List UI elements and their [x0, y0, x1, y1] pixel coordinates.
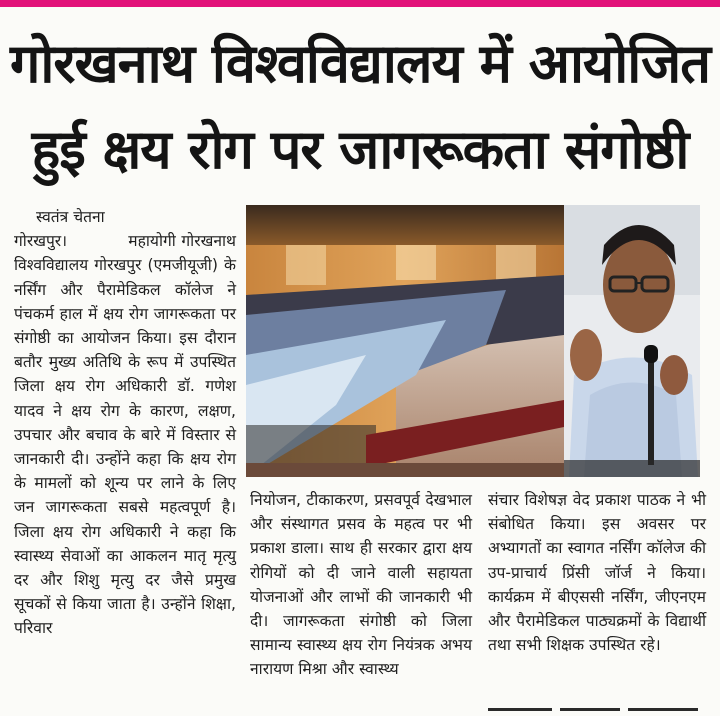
speaker-image	[564, 205, 700, 477]
headline-line-2: हुई क्षय रोग पर जागरूकता संगोष्ठी	[31, 118, 689, 181]
headline-line-1: गोरखनाथ विश्वविद्यालय में आयोजित	[9, 32, 711, 95]
page-cut-rule	[628, 708, 698, 711]
speaker-photo	[564, 205, 700, 477]
article-column-3	[488, 488, 706, 657]
page-cut-rule	[560, 708, 620, 711]
page-cut-rule	[488, 708, 552, 711]
auditorium-image	[246, 205, 564, 477]
article-column-1	[14, 205, 236, 641]
column-1-body: महायोगी गोरखनाथ विश्वविद्यालय गोरखपुर (एमजीयूजी) के नर्सिंग और पैरामेडिकल कॉलेज ने पंचकर्म हाल में क्षय रोग जागरूकता पर संगोष्ठी का आयोजन किया। इस दौरान बतौर मुख्य अतिथि के रूप में उपस्थित जिला क्षय रोग अधिकारी डॉ. गणेश यादव ने क्षय रोग के कारण, लक्षण, उपचार और बचाव के बारे में विस्तार से जानकारी दी। उन्होंने कहा कि क्षय रोग के मामलों को शून्य पर लाने के लिए जन जागरूकता सबसे महत्वपूर्ण है। जिला क्षय रोग अधिकारी ने कहा कि स्वास्थ्य सेवाओं का आकलन मातृ मृत्यु दर और शिशु मृत्यु दर जैसे प्रमुख सूचकों से किया जाता है। उन्होंने शिक्षा, परिवार	[14, 232, 236, 638]
column-2-text: नियोजन, टीकाकरण, प्रसवपूर्व देखभाल और संस्थागत प्रसव के महत्व पर भी प्रकाश डाला। साथ ही सरकार द्वारा क्षय रोगियों को दी जाने वाली सहायता योजनाओं और लाभों की जानकारी भी दी। जागरूकता संगोष्ठी को जिला सामान्य स्वास्थ्य क्षय रोग नियंत्रक अभय नारायण मिश्रा और स्वास्थ्य	[250, 491, 472, 679]
byline-source: स्वतंत्र चेतना	[36, 208, 105, 226]
column-1-text	[14, 229, 236, 640]
auditorium-photo	[246, 205, 564, 477]
byline-place: गोरखपुर।	[14, 232, 68, 251]
column-3-text: संचार विशेषज्ञ वेद प्रकाश पाठक ने भी संबोधित किया। इस अवसर पर अभ्यागतों का स्वागत नर्सिंग कॉलेज की उप-प्राचार्य प्रिंसी जॉर्ज ने किया। कार्यक्रम में बीएससी नर्सिंग, जीएनएम और पैरामेडिकल पाठ्यक्रमों के विद्यार्थी तथा सभी शिक्षक उपस्थित रहे।	[488, 491, 706, 655]
article-column-2	[250, 488, 472, 682]
top-accent-bar	[0, 0, 720, 7]
